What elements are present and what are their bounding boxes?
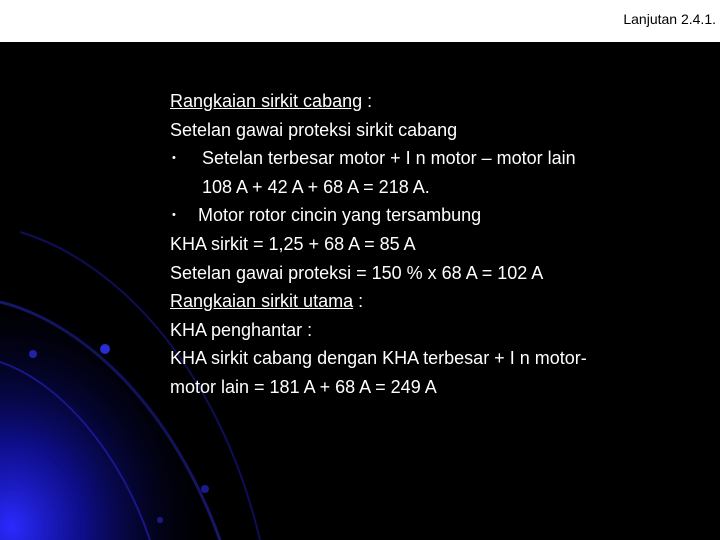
decorative-dot-4 [157,517,163,523]
decorative-dot-2 [29,350,37,358]
text-line: KHA penghantar : [170,319,313,340]
text-line: Setelan gawai proteksi sirkit cabang [170,119,458,140]
bullet-item-2: • Motor rotor cincin yang tersambung [170,201,690,230]
bullet-icon: • [172,152,176,165]
bullet-item-1-continuation: 108 A + 42 A + 68 A = 218 A. [202,176,430,197]
text-line: KHA sirkit = 1,25 + 68 A = 85 A [170,233,416,254]
decorative-dot-1 [100,344,110,354]
header-bar [0,0,720,42]
slide-section-label: Lanjutan 2.4.1. [623,11,716,27]
decorative-dot-3 [201,485,209,493]
slide-body [170,87,690,402]
text-line: Setelan gawai proteksi = 150 % x 68 A = 102 A [170,262,544,283]
section-heading-main: Rangkaian sirkit utama : [170,291,364,312]
text-line: motor lain = 181 A + 68 A = 249 A [170,376,437,397]
section-heading-branch: Rangkaian sirkit cabang : [170,91,373,111]
bullet-item-1: • Setelan terbesar motor + I n motor – motor lain [170,144,690,173]
bullet-icon: • [172,209,176,222]
text-line: KHA sirkit cabang dengan KHA terbesar + I n motor- [170,348,587,369]
